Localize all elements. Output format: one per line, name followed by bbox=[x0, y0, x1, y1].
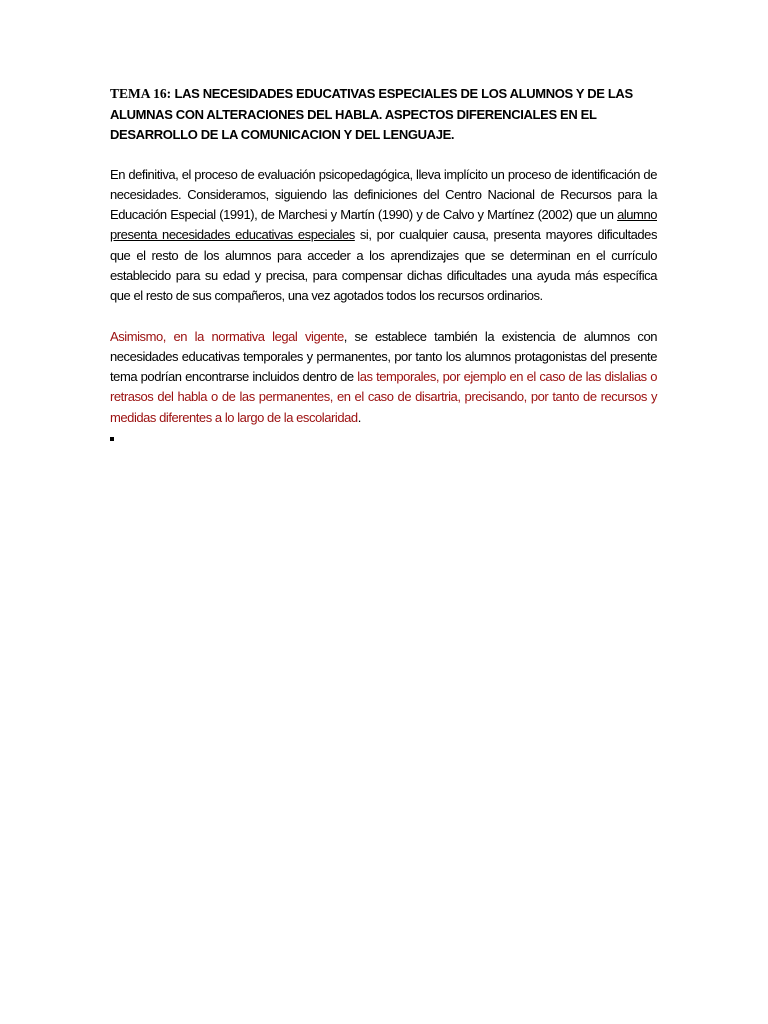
heading-prefix: TEMA 16: bbox=[110, 86, 175, 101]
paragraph2-red-a: Asimismo, en la normativa legal vigente bbox=[110, 328, 344, 344]
bullet-marker bbox=[110, 437, 114, 441]
paragraph1-underlined-term: alumno presenta necesidades educativas especiales bbox=[110, 207, 657, 243]
paragraph2-text-b: . bbox=[357, 409, 361, 425]
heading-title: LAS NECESIDADES EDUCATIVAS ESPECIALES DE LOS ALUMNOS Y DE LAS ALUMNAS CON ALTERACIONES DEL HABLA. ASPECTOS DIFERENCIALES EN EL DESARROLLO DE LA COMUNICACION Y DEL LENGUAJE. bbox=[110, 86, 633, 142]
paragraph1-text-b: si, por cualquier causa, presenta mayores dificultades que el resto de los alumnos para acceder a los aprendizajes que se determinan en el currículo establecido para su edad y precisa, para compensar dichas dificultades una ayuda más específica que el resto de sus compañeros, una vez agotados todos los recursos ordinarios. bbox=[110, 227, 657, 304]
paragraph2-text-a: , se establece también la existencia de alumnos con necesidades educativas temporales y permanentes, por tanto los alumnos protagonistas del presente tema podrían encontrarse incluidos dentro de bbox=[110, 328, 658, 385]
paragraph-normativa bbox=[110, 327, 657, 428]
document-page bbox=[110, 84, 657, 441]
paragraph1-text-a: En definitiva, el proceso de evaluación psicopedagógica, lleva implícito un proceso de identificación de necesidades. Consideramos, siguiendo las definiciones del Centro Nacional de Recursos para la Educación Especial (1991), de Marchesi y Martín (1990) y de Calvo y Martínez (2002) que un bbox=[110, 166, 657, 223]
paragraph-definition bbox=[110, 165, 657, 307]
paragraph2-red-b: las temporales, por ejemplo en el caso de las dislalias o retrasos del habla o de las permanentes, en el caso de disartria, precisando, por tanto de recursos y medidas diferentes a lo largo de la escolaridad bbox=[110, 369, 657, 425]
document-heading bbox=[110, 84, 657, 146]
